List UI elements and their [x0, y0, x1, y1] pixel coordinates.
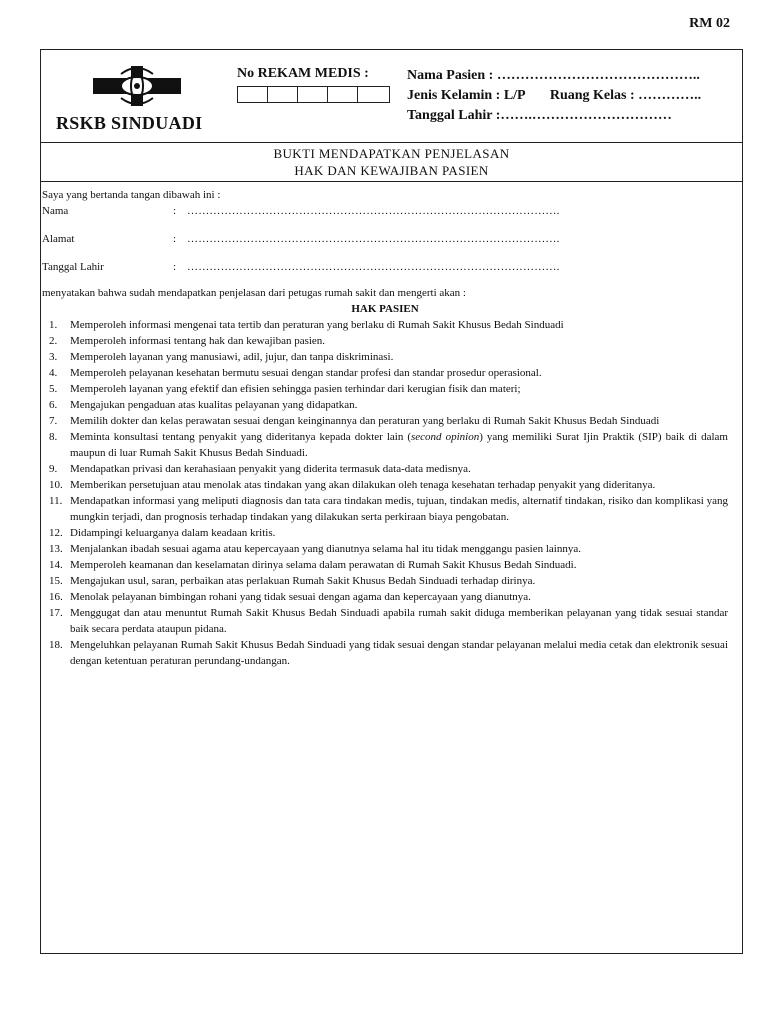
- form-header: [41, 50, 742, 143]
- name-input-line[interactable]: ……………………………………………………………………………………….: [187, 205, 560, 217]
- list-item: [42, 429, 728, 461]
- item-number: 15.: [49, 575, 63, 587]
- item-number: 4.: [49, 367, 58, 379]
- item-text: Meminta konsultasi tentang penyakit yang dideritanya kepada dokter lain (second opinion) yang memiliki Surat Ijin Praktik (SIP) baik di dalam maupun di luar Rumah Sakit Khusus Bedah Sinduadi.: [70, 431, 728, 459]
- form-code: RM 02: [689, 16, 730, 31]
- section-title: HAK PASIEN: [351, 303, 419, 315]
- item-text: Mengajukan usul, saran, perbaikan atas perlakuan Rumah Sakit Khusus Bedah Sinduadi terhadap dirinya.: [70, 575, 536, 587]
- statement-text: menyatakan bahwa sudah mendapatkan penjelasan dari petugas rumah sakit dan mengerti akan :: [42, 287, 466, 299]
- patient-name-row: [407, 66, 701, 86]
- list-item: [42, 349, 728, 365]
- patient-name-field[interactable]: : ……………………………………..: [488, 68, 700, 83]
- item-number: 10.: [49, 479, 63, 491]
- list-item: [42, 413, 728, 429]
- hospital-name: RSKB SINDUADI: [56, 113, 203, 133]
- record-digit-box[interactable]: [328, 87, 358, 102]
- birth-date-field[interactable]: :…….…………………………: [495, 108, 672, 123]
- address-input-line[interactable]: ……………………………………………………………………………………….: [187, 233, 560, 245]
- field-name-row: [42, 203, 728, 219]
- field-colon: :: [173, 233, 177, 245]
- item-number: 12.: [49, 527, 63, 539]
- item-text: Mengeluhkan pelayanan Rumah Sakit Khusus Bedah Sinduadi yang tidak sesuai dengan standar pelayanan melalui media cetak dan elektronik sesuai dengan ketentuan peraturan perundang-undangan.: [70, 639, 728, 667]
- birth-date-label: Tanggal Lahir: [407, 108, 493, 123]
- item-number: 8.: [49, 431, 58, 443]
- list-item: [42, 381, 728, 397]
- intro-text: Saya yang bertanda tangan dibawah ini :: [42, 189, 221, 201]
- field-address-row: [42, 231, 728, 247]
- field-label: Tanggal Lahir: [42, 261, 104, 273]
- patient-rights-list: [42, 317, 728, 669]
- item-number: 1.: [49, 319, 58, 331]
- item-number: 5.: [49, 383, 58, 395]
- list-item: [42, 541, 728, 557]
- item-text: Menolak pelayanan bimbingan rohani yang tidak sesuai dengan agama dan kepercayaan yang dianutnya.: [70, 591, 531, 603]
- record-digit-box[interactable]: [268, 87, 298, 102]
- list-item: [42, 557, 728, 573]
- field-colon: :: [173, 261, 177, 273]
- list-item: [42, 477, 728, 493]
- document-title: [41, 143, 742, 182]
- item-text: Memperoleh layanan yang manusiawi, adil, jujur, dan tanpa diskriminasi.: [70, 351, 394, 363]
- item-number: 6.: [49, 399, 58, 411]
- item-text: Mengajukan pengaduan atas kualitas pelayanan yang didapatkan.: [70, 399, 358, 411]
- item-number: 9.: [49, 463, 58, 475]
- item-text: Memilih dokter dan kelas perawatan sesuai dengan keinginannya dan peraturan yang berlaku di Rumah Sakit Khusus Bedah Sinduadi: [70, 415, 660, 427]
- gender-field[interactable]: : L/P: [495, 88, 525, 103]
- item-text: Mendapatkan privasi dan kerahasiaan penyakit yang diderita termasuk data-data medisnya.: [70, 463, 471, 475]
- title-line-2: HAK DAN KEWAJIBAN PASIEN: [294, 163, 489, 178]
- list-item: [42, 333, 728, 349]
- title-line-1: BUKTI MENDAPATKAN PENJELASAN: [273, 146, 510, 161]
- item-text: Memperoleh layanan yang efektif dan efisien sehingga pasien terhindar dari kerugian fisik dan materi;: [70, 383, 521, 395]
- room-class-label: Ruang Kelas :: [549, 88, 635, 103]
- list-item: [42, 493, 728, 525]
- field-colon: :: [173, 205, 177, 217]
- field-label: Nama: [42, 205, 69, 217]
- item-number: 11.: [49, 495, 63, 507]
- list-item: [42, 589, 728, 605]
- record-digit-box[interactable]: [298, 87, 328, 102]
- item-number: 13.: [49, 543, 63, 555]
- record-digit-box[interactable]: [358, 87, 389, 102]
- patient-name-label: Nama Pasien: [407, 68, 486, 83]
- item-text: Memperoleh keamanan dan keselamatan dirinya selama dalam perawatan di Rumah Sakit Khusus Bedah Sinduadi.: [70, 559, 577, 571]
- list-item: [42, 461, 728, 477]
- item-text: Menjalankan ibadah sesuai agama atau kepercayaan yang dianutnya selama hal itu tidak menggangu pasien lainnya.: [70, 543, 582, 555]
- hospital-logo-icon: [91, 64, 183, 108]
- item-number: 14.: [49, 559, 63, 571]
- item-text: Menggugat dan atau menuntut Rumah Sakit Khusus Bedah Sinduadi apabila rumah sakit diduga memberikan pelayanan yang tidak sesuai standar baik secara perdata ataupun pidana.: [70, 607, 728, 635]
- birth-date-row: [407, 106, 701, 126]
- gender-label: Jenis Kelamin: [407, 88, 493, 103]
- item-number: 16.: [49, 591, 63, 603]
- item-number: 2.: [49, 335, 58, 347]
- form-body: [41, 182, 742, 669]
- item-number: 3.: [49, 351, 58, 363]
- item-number: 7.: [49, 415, 58, 427]
- item-text: Memperoleh informasi mengenai tata tertib dan peraturan yang berlaku di Rumah Sakit Khusus Bedah Sinduadi: [70, 319, 564, 331]
- item-text: Memperoleh pelayanan kesehatan bermutu sesuai dengan standar profesi dan standar prosedur operasional.: [70, 367, 542, 379]
- gender-class-row: [407, 86, 701, 106]
- list-item: [42, 637, 728, 669]
- item-text: Memperoleh informasi tentang hak dan kewajiban pasien.: [70, 335, 326, 347]
- patient-info: [407, 66, 701, 126]
- field-birthdate-row: [42, 259, 728, 275]
- list-item: [42, 397, 728, 413]
- list-item: [42, 573, 728, 589]
- birthdate-input-line[interactable]: ……………………………………………………………………………………….: [187, 261, 560, 273]
- list-item: [42, 525, 728, 541]
- record-digit-box[interactable]: [238, 87, 268, 102]
- item-text: Memberikan persetujuan atau menolak atas tindakan yang akan dilakukan oleh tenaga kesehatan terhadap penyakit yang dideritanya.: [70, 479, 656, 491]
- item-number: 18.: [49, 639, 63, 651]
- list-item: [42, 605, 728, 637]
- medical-record-label: No REKAM MEDIS :: [237, 66, 369, 81]
- item-number: 17.: [49, 607, 63, 619]
- room-class-field[interactable]: …………..: [638, 88, 702, 103]
- list-item: [42, 365, 728, 381]
- item-text: Didampingi keluarganya dalam keadaan kritis.: [70, 527, 276, 539]
- list-item: [42, 317, 728, 333]
- medical-record-number-boxes[interactable]: [237, 86, 390, 103]
- item-text: Mendapatkan informasi yang meliputi diagnosis dan tata cara tindakan medis, tujuan, tindakan medis, alternatif tindakan, risiko dan komplikasi yang mungkin terjadi, dan prognosis terhadap tindakan yang dilakukan serta perkiraan biaya pengobatan.: [70, 495, 728, 523]
- form-frame: [40, 49, 743, 954]
- field-label: Alamat: [42, 233, 75, 245]
